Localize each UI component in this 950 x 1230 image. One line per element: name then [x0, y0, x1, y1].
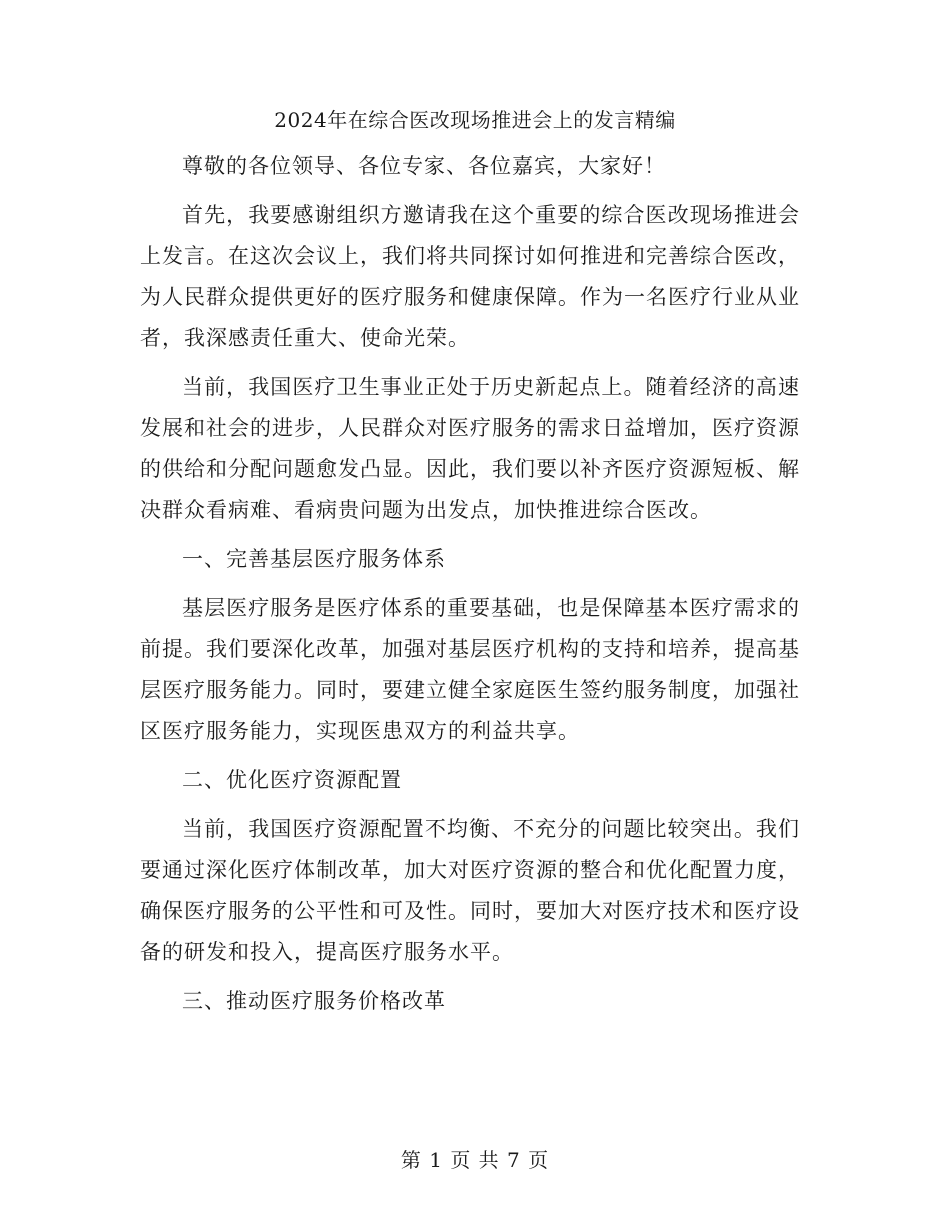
- document-title: 2024年在综合医改现场推进会上的发言精编: [274, 108, 676, 132]
- section-heading-1: 一、完善基层医疗服务体系: [182, 547, 446, 571]
- document-body: [140, 146, 800, 1022]
- section-2-paragraph: 当前，我国医疗资源配置不均衡、不充分的问题比较突出。我们要通过深化医疗体制改革，加大对医疗资源的整合和优化配置力度，确保医疗服务的公平性和可及性。同时，要加大对医疗技术和医疗设备的研发和投入，提高医疗服务水平。: [140, 817, 800, 964]
- context-paragraph: 当前，我国医疗卫生事业正处于历史新起点上。随着经济的高速发展和社会的进步，人民群众对医疗服务的需求日益增加，医疗资源的供给和分配问题愈发凸显。因此，我们要以补齐医疗资源短板、解决群众看病难、看病贵问题为出发点，加快推进综合医改。: [140, 375, 800, 522]
- section-1-paragraph: 基层医疗服务是医疗体系的重要基础，也是保障基本医疗需求的前提。我们要深化改革，加强对基层医疗机构的支持和培养，提高基层医疗服务能力。同时，要建立健全家庭医生签约服务制度，加强社区医疗服务能力，实现医患双方的利益共享。: [140, 596, 800, 743]
- section-heading-3: 三、推动医疗服务价格改革: [182, 989, 446, 1013]
- section-heading-2: 二、优化医疗资源配置: [182, 768, 402, 792]
- intro-paragraph: 首先，我要感谢组织方邀请我在这个重要的综合医改现场推进会上发言。在这次会议上，我们将共同探讨如何推进和完善综合医改，为人民群众提供更好的医疗服务和健康保障。作为一名医疗行业从业者，我深感责任重大、使命光荣。: [140, 203, 800, 350]
- greeting-paragraph: 尊敬的各位领导、各位专家、各位嘉宾，大家好！: [182, 154, 666, 178]
- page-number-footer: 第 1 页 共 7 页: [400, 1148, 550, 1172]
